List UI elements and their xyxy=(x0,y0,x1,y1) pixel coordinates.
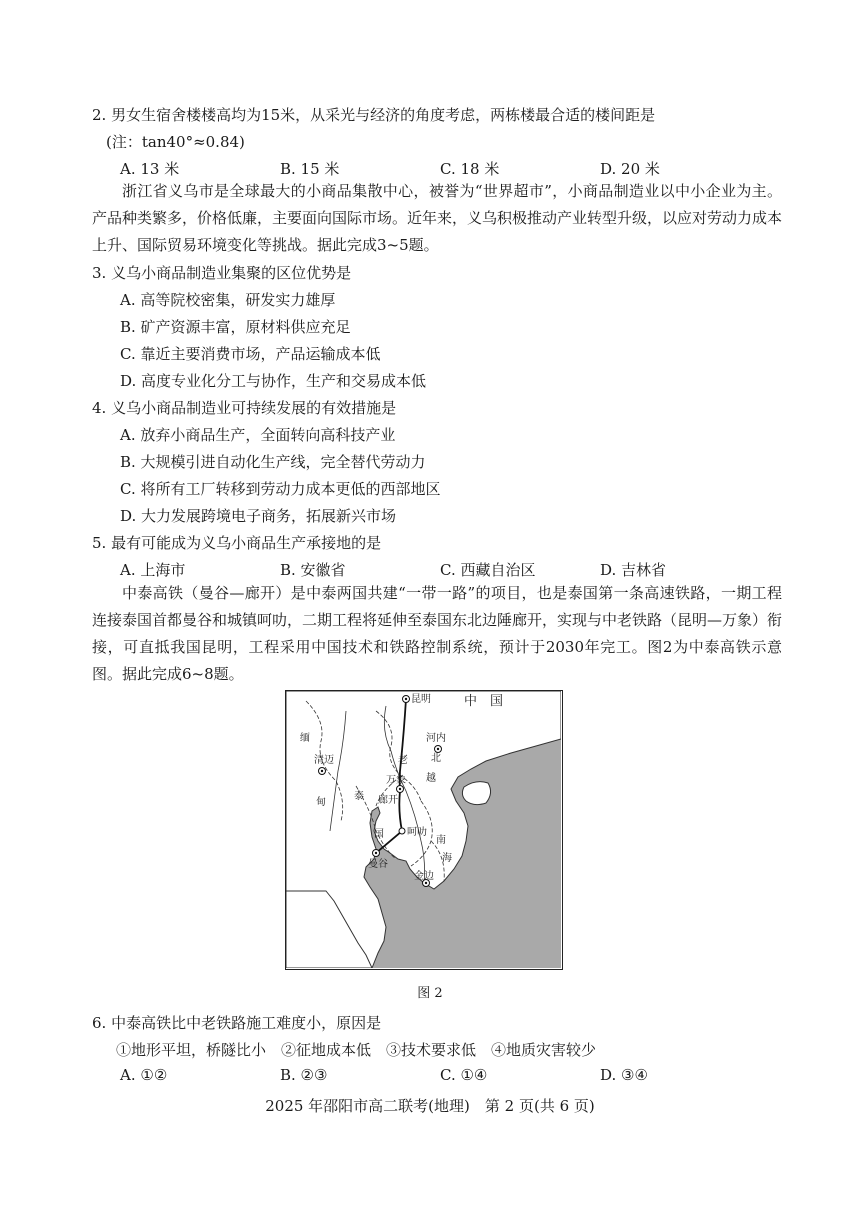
label-thai-1: 泰 xyxy=(354,791,364,802)
label-vientiane: 万象 xyxy=(386,775,406,786)
q5-options xyxy=(120,559,760,580)
q5-option-b: B. 安徽省 xyxy=(280,561,346,579)
q6-choices: ①地形平坦，桥隧比小 ②征地成本低 ③技术要求低 ④地质灾害较少 xyxy=(116,1041,597,1059)
page-footer: 2025 年邵阳市高二联考(地理) 第 2 页(共 6 页) xyxy=(265,1097,595,1115)
label-vietnam-2: 南 xyxy=(436,835,446,846)
q2-options xyxy=(120,158,760,179)
q2-option-d: D. 20 米 xyxy=(600,160,660,178)
q3-option-a: A. 高等院校密集，研发实力雄厚 xyxy=(120,291,336,309)
q6-option-d: D. ③④ xyxy=(600,1066,648,1084)
passage-yiwu xyxy=(92,178,782,259)
passage-railway-text: 中泰高铁（曼谷—廊开）是中泰两国共建“一带一路”的项目，也是泰国第一条高速铁路，一期工程连接泰国首都曼谷和城镇呵叻，二期工程将延伸至泰国东北边陲廊开，实现与中老铁路（昆明—万象）衔接，可直抵我国昆明，工程采用中国技术和铁路控制系统，预计于2030年完工。图2为中泰高铁示意图。据此完成6~8题。 xyxy=(92,584,783,683)
q4-option-d: D. 大力发展跨境电子商务，拓展新兴市场 xyxy=(120,507,397,525)
q5-option-d: D. 吉林省 xyxy=(600,561,667,579)
q2-option-a: A. 13 米 xyxy=(120,160,180,178)
q2-option-c: C. 18 米 xyxy=(440,160,500,178)
figure-caption: 图 2 xyxy=(417,986,443,1001)
label-hai: 海 xyxy=(442,853,452,864)
label-chiangmai: 清迈 xyxy=(314,755,334,766)
q4-stem: 4. 义乌小商品制造业可持续发展的有效措施是 xyxy=(92,399,397,417)
label-burma-1: 缅 xyxy=(300,733,310,744)
q6-option-a: A. ①② xyxy=(120,1066,168,1084)
passage-railway xyxy=(92,580,782,688)
label-kunming: 昆明 xyxy=(411,694,431,705)
q2-option-b: B. 15 米 xyxy=(280,160,340,178)
korat-marker xyxy=(399,828,405,834)
q6-options xyxy=(120,1066,760,1084)
label-bangkok: 曼谷 xyxy=(368,859,388,870)
q5-option-c: C. 西藏自治区 xyxy=(440,561,536,579)
label-china: 中 国 xyxy=(464,694,504,709)
label-hanoi: 河内 xyxy=(426,733,446,744)
q6-option-c: C. ①④ xyxy=(440,1066,488,1084)
q2-note: (注：tan40°≈0.84) xyxy=(106,133,245,151)
q2-stem: 2. 男女生宿舍楼楼高均为15米，从采光与经济的角度考虑，两栋楼最合适的楼间距是 xyxy=(92,106,656,124)
label-bei: 北 xyxy=(431,753,441,764)
q4-option-c: C. 将所有工厂转移到劳动力成本更低的西部地区 xyxy=(120,480,441,498)
label-vietnam-1: 越 xyxy=(426,773,436,784)
hainan-island xyxy=(462,782,490,805)
q5-option-a: A. 上海市 xyxy=(120,561,186,579)
label-burma-2: 甸 xyxy=(316,797,326,808)
label-nongkhai: 廊开 xyxy=(378,795,398,806)
map-figure xyxy=(285,690,563,970)
q6-stem: 6. 中泰高铁比中老铁路施工难度小，原因是 xyxy=(92,1014,382,1032)
label-phnompenh: 金边 xyxy=(414,871,434,882)
q3-stem: 3. 义乌小商品制造业集聚的区位优势是 xyxy=(92,264,352,282)
railway-map xyxy=(286,691,561,968)
q3-option-d: D. 高度专业化分工与协作，生产和交易成本低 xyxy=(120,372,427,390)
q4-option-a: A. 放弃小商品生产，全面转向高科技产业 xyxy=(120,426,396,444)
label-thai-2: 国 xyxy=(374,829,384,840)
q4-option-b: B. 大规模引进自动化生产线，完全替代劳动力 xyxy=(120,453,426,471)
q5-stem: 5. 最有可能成为义乌小商品生产承接地的是 xyxy=(92,534,382,552)
q6-option-b: B. ②③ xyxy=(280,1066,328,1084)
label-korat: 呵叻 xyxy=(407,827,427,838)
q3-option-c: C. 靠近主要消费市场，产品运输成本低 xyxy=(120,345,381,363)
q3-option-b: B. 矿产资源丰富，原材料供应充足 xyxy=(120,318,351,336)
label-laos: 老 xyxy=(398,755,408,766)
passage-yiwu-text: 浙江省义乌市是全球最大的小商品集散中心，被誉为“世界超市”，小商品制造业以中小企业为主。产品种类繁多，价格低廉，主要面向国际市场。近年来，义乌积极推动产业转型升级，以应对劳动力成本上升、国际贸易环境变化等挑战。据此完成3~5题。 xyxy=(92,182,783,254)
